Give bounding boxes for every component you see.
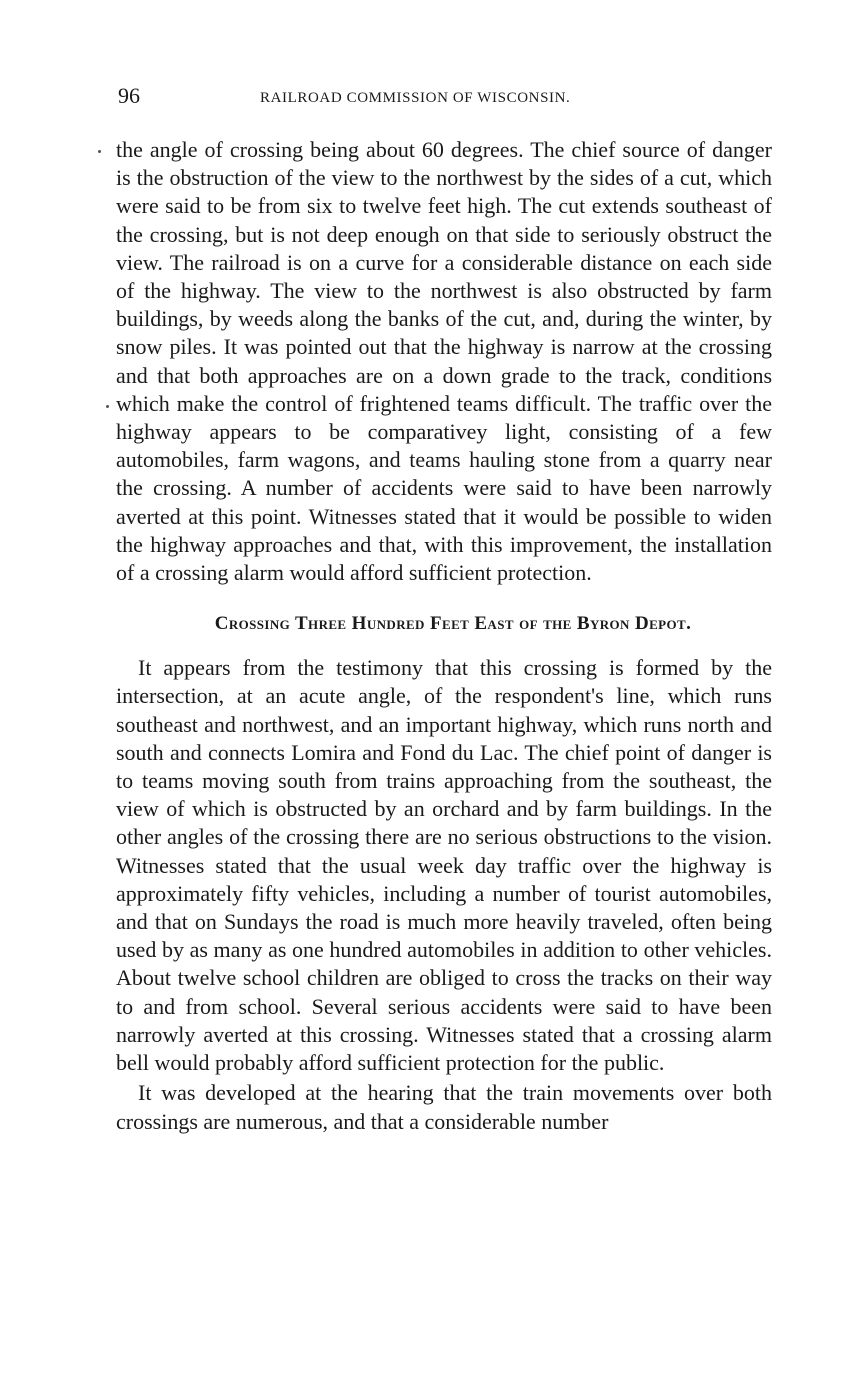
margin-speck [106, 405, 109, 408]
page-number: 96 [118, 83, 140, 108]
margin-speck [98, 150, 101, 153]
section-paragraph: It was developed at the hearing that the train movements over both crossings are numerous, and that a considerable number [116, 1080, 772, 1134]
running-head [118, 82, 770, 112]
paragraph-continuation: the angle of crossing being about 60 degrees. The chief source of danger is the obstruction of the view to the northwest by the sides of a cut, which were said to be from six to twelve feet high. The cut extends southeast of the crossing, but is not deep enough on that side to seriously obstruct the view. The railroad is on a curve for a considerable distance on each side of the highway. The view to the northwest is also obstructed by farm buildings, by weeds along the banks of the cut, and, during the winter, by snow piles. It was pointed out that the highway is narrow at the crossing and that both approaches are on a down grade to the track, conditions which make the control of frightened teams difficult. The traffic over the highway appears to be comparativey light, consisting of a few automobiles, farm wagons, and teams hauling stone from a quarry near the crossing. A number of accidents were said to have been narrowly averted at this point. Witnesses stated that it would be possible to widen the highway approaches and that, with this improvement, the installation of a crossing alarm would afford sufficient protection. [116, 137, 772, 586]
running-title: RAILROAD COMMISSION OF WISCONSIN. [260, 90, 571, 106]
section-paragraph: It appears from the testimony that this crossing is formed by the intersection, at an acute angle, of the respondent's line, which runs southeast and northwest, and an important highway, which runs north and south and connects Lomira and Fond du Lac. The chief point of danger is to teams moving south from trains approaching from the southeast, the view of which is obstructed by an orchard and by farm buildings. In the other angles of the crossing there are no serious obstructions to the vision. Witnesses stated that the usual week day traffic over the highway is approximately fifty vehicles, including a number of tourist automobiles, and that on Sundays the road is much more heavily traveled, often being used by as many as one hundred automobiles in addition to other vehicles. About twelve school children are obliged to cross the tracks on their way to and from school. Several serious accidents were said to have been narrowly averted at this crossing. Witnesses stated that a crossing alarm bell would probably afford sufficient protection for the public. [116, 655, 772, 1076]
body-text [116, 136, 772, 1136]
section-heading: Crossing Three Hundred Feet East of the Byron Depot. [214, 613, 692, 635]
